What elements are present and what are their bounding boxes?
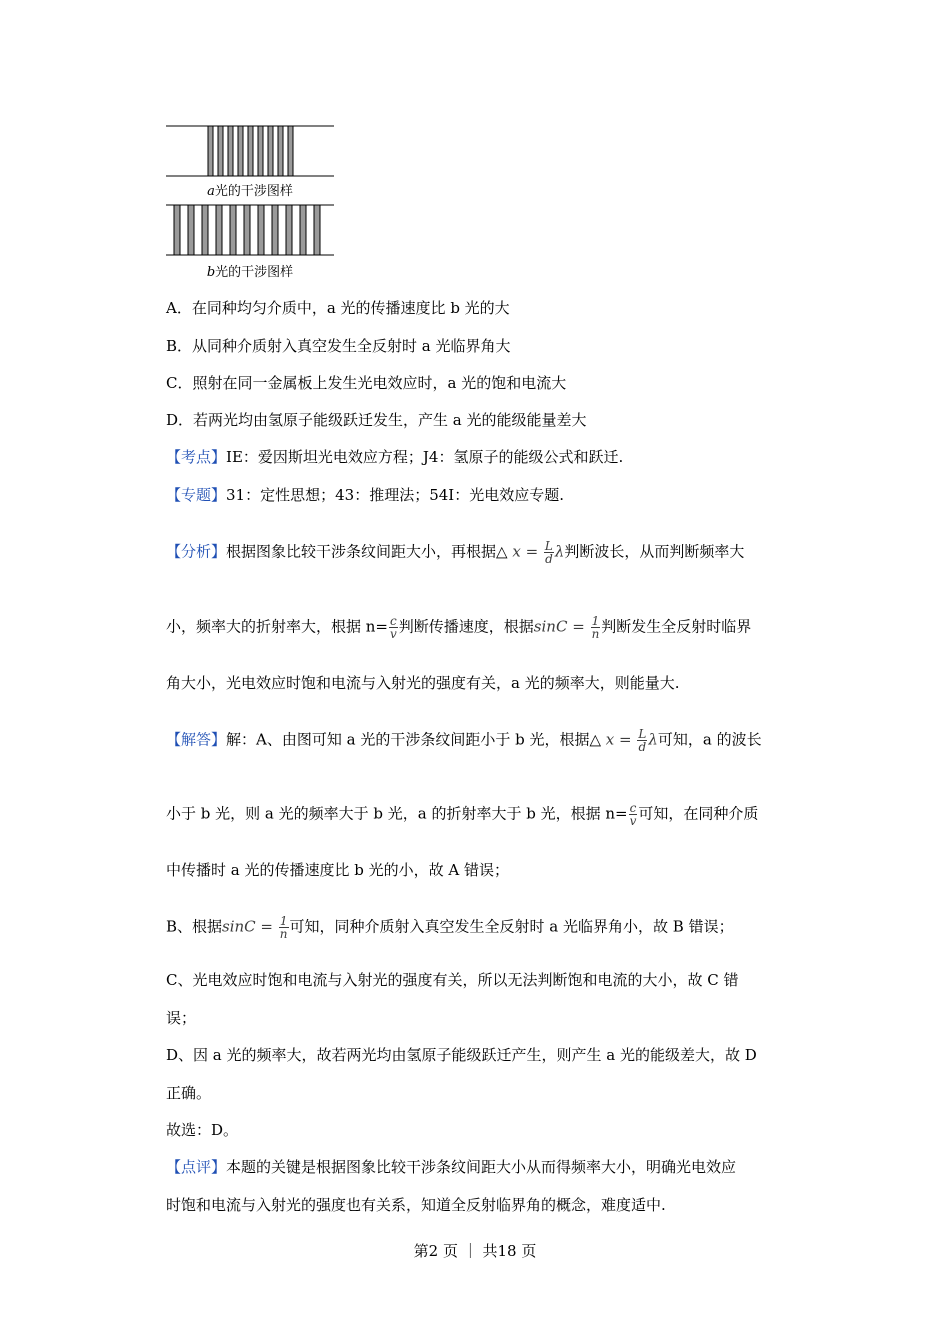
page-footer: 第2 页 ｜ 共18 页: [413, 1242, 537, 1260]
fenxi-tag: 【分析】: [166, 542, 227, 561]
jieda-line-1: 【解答】解：A、由图可知 a 光的干涉条纹间距小于 b 光，根据△ x = $\frac{L}{d}$ λ可知，a 的波长: [166, 727, 762, 754]
option-d: D．若两光均由氢原子能级跃迁发生，产生 a 光的能级能量差大: [166, 411, 587, 429]
option-a: A．在同种均匀介质中，a 光的传播速度比 b 光的大: [166, 299, 510, 317]
kaodian-tag: 【考点】: [166, 448, 227, 466]
jieda-line-9: 故选：D。: [166, 1121, 239, 1139]
b-fringe-pattern: [166, 201, 334, 261]
jieda-line-4: B、根据sinC = $\frac{1}{n}$ 可知，同种介质射入真空发生全反射时 a 光临界角小，故 B 错误；: [166, 914, 734, 941]
kaodian-line: 【考点】IE：爱因斯坦光电效应方程；J4：氢原子的能级公式和跃迁.: [166, 448, 624, 466]
fraction-c-over-v: $\frac{c}{v}$: [629, 801, 637, 828]
a-fringe-pattern: [166, 124, 334, 180]
formula-dx: x =: [512, 542, 539, 561]
fenxi-line-3: 角大小，光电效应时饱和电流与入射光的强度有关，a 光的频率大，则能量大.: [166, 674, 680, 692]
option-b: B．从同种介质射入真空发生全反射时 a 光临界角大: [166, 337, 511, 355]
a-caption: a光的干涉图样: [207, 184, 293, 199]
fraction-l-over-d: $\frac{L}{d}$: [544, 539, 553, 566]
zhuanti-line: 【专题】31：定性思想；43：推理法；54I：光电效应专题.: [166, 486, 564, 504]
fraction-1-over-n: $\frac{1}{n}$: [591, 614, 600, 641]
jieda-line-8: 正确。: [166, 1084, 212, 1102]
jieda-line-5: C、光电效应时饱和电流与入射光的强度有关，所以无法判断饱和电流的大小，故 C 错: [166, 971, 739, 989]
jieda-line-2: 小于 b 光，则 a 光的频率大于 b 光，a 的折射率大于 b 光，根据 n= $\frac{c}{v}$ 可知，在同种介质: [166, 801, 759, 828]
option-c: C．照射在同一金属板上发生光电效应时，a 光的饱和电流大: [166, 374, 567, 392]
jieda-tag: 【解答】: [166, 730, 227, 749]
jieda-line-7: D、因 a 光的频率大，故若两光均由氢原子能级跃迁产生，则产生 a 光的能级差大，故 D: [166, 1046, 757, 1064]
dianping-tag: 【点评】: [166, 1158, 227, 1176]
fenxi-line-1: 【分析】根据图象比较干涉条纹间距大小，再根据△ x = $\frac{L}{d}$ λ判断波长，从而判断频率大: [166, 539, 745, 566]
zhuanti-tag: 【专题】: [166, 486, 227, 504]
jieda-line-3: 中传播时 a 光的传播速度比 b 光的小，故 A 错误；: [166, 861, 509, 879]
dianping-line-2: 时饱和电流与入射光的强度也有关系，知道全反射临界角的概念，难度适中.: [166, 1196, 666, 1214]
interference-figure: [166, 124, 334, 280]
jieda-line-6: 误；: [166, 1009, 197, 1027]
fraction-l-over-d: $\frac{L}{d}$: [638, 727, 647, 754]
b-caption: b光的干涉图样: [206, 265, 294, 280]
fenxi-line-2: 小，频率大的折射率大，根据 n= $\frac{c}{v}$ 判断传播速度，根据sinC = $\frac{1}{n}$ 判断发生全反射时临界: [166, 614, 752, 641]
dianping-line-1: 【点评】本题的关键是根据图象比较干涉条纹间距大小从而得频率大小，明确光电效应: [166, 1158, 737, 1176]
formula-sinc: sinC =: [533, 617, 585, 636]
fraction-c-over-v: $\frac{c}{v}$: [390, 614, 397, 641]
fraction-1-over-n: $\frac{1}{n}$: [279, 914, 288, 941]
